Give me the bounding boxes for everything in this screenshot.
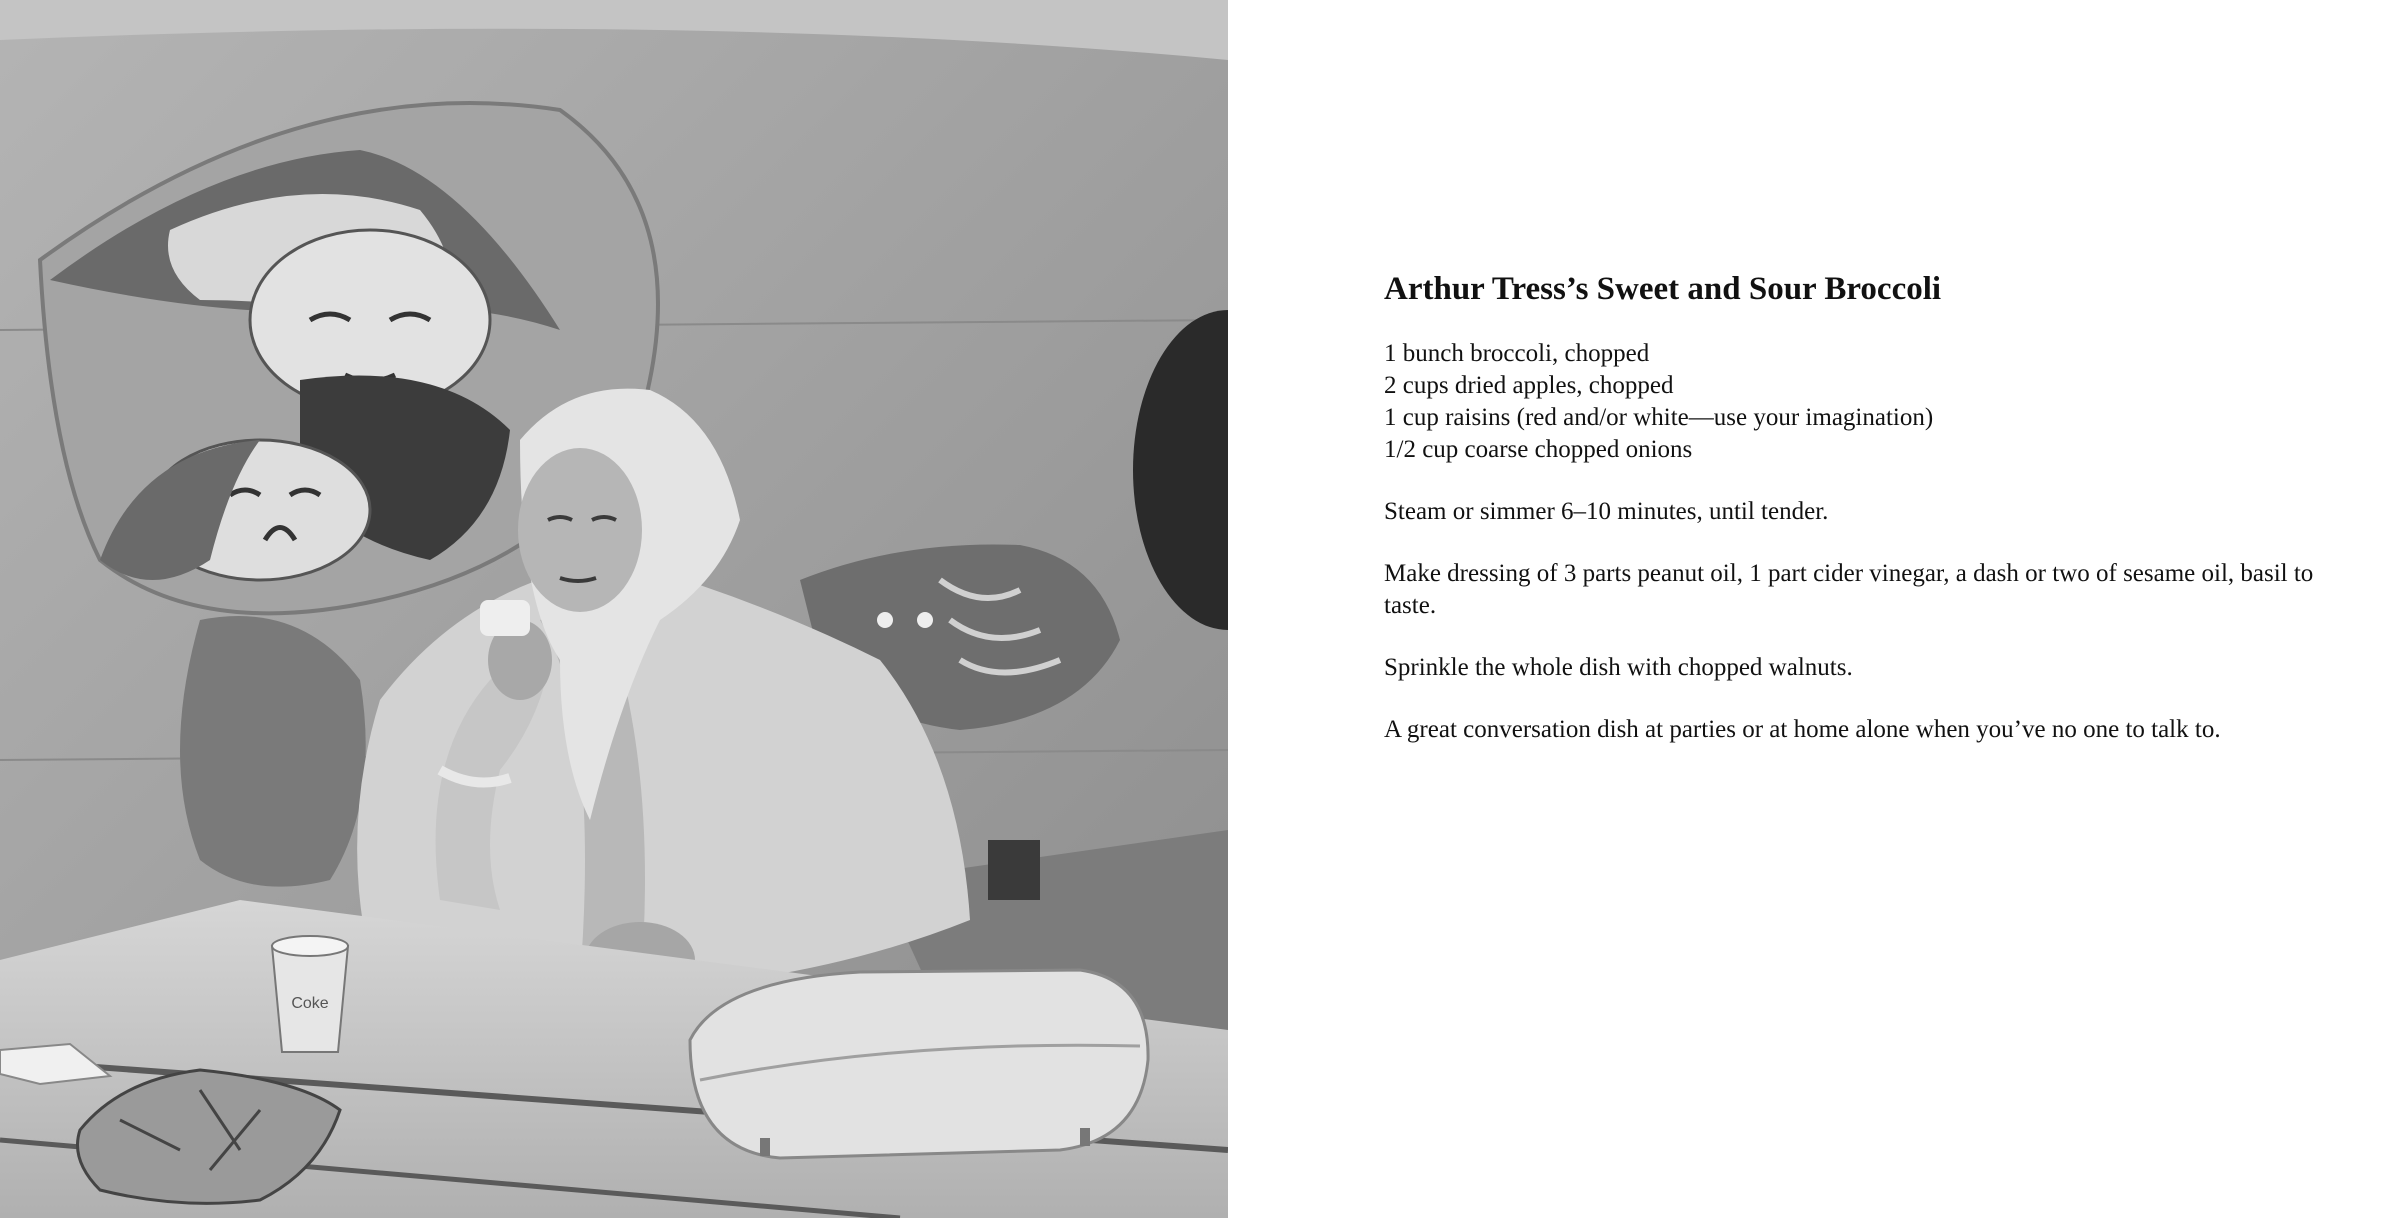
woman-face: [518, 448, 642, 612]
handbag: [690, 970, 1148, 1158]
mural-cat-eye: [917, 612, 933, 628]
ground-block: [988, 840, 1040, 900]
handbag-foot: [1080, 1128, 1090, 1146]
paper-cup-label: Coke: [291, 995, 329, 1012]
mural-figure-lower: [180, 616, 366, 887]
instruction-step: Steam or simmer 6–10 minutes, until tender.: [1384, 497, 1829, 525]
instruction-step: A great conversation dish at parties or at home alone when you’ve no one to talk to.: [1384, 715, 2221, 743]
sandwich: [480, 600, 530, 636]
ingredient-item: 1 cup raisins (red and/or white—use your imagination): [1384, 403, 1934, 431]
paper-cup-rim: [272, 936, 348, 956]
instruction-step: Make dressing of 3 parts peanut oil, 1 part cider vinegar, a dash or two of sesame oil, basil to taste.: [1384, 559, 2314, 619]
ingredient-item: 1/2 cup coarse chopped onions: [1384, 435, 1693, 463]
mural-cat-eye: [877, 612, 893, 628]
ingredient-item: 2 cups dried apples, chopped: [1384, 371, 1674, 399]
ingredient-item: 1 bunch broccoli, chopped: [1384, 339, 1650, 367]
instruction-step: Sprinkle the whole dish with chopped walnuts.: [1384, 653, 1853, 681]
handbag-foot: [760, 1138, 770, 1156]
ingredient-list: [1384, 338, 2324, 466]
recipe-title: Arthur Tress’s Sweet and Sour Broccoli: [1384, 271, 1942, 307]
recipe-text: [1384, 270, 2324, 776]
